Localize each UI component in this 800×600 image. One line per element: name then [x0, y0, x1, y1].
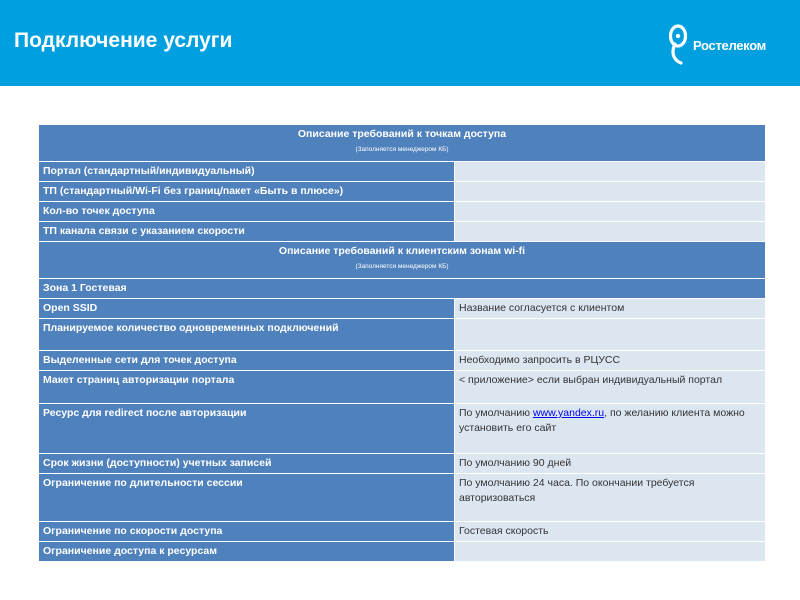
- row-value-cell[interactable]: [455, 162, 766, 182]
- section-subtitle: (Заполняется менеджером КБ): [355, 146, 449, 153]
- row-label: Кол-во точек доступа: [39, 202, 455, 222]
- table-row: [39, 222, 766, 242]
- row-value-cell[interactable]: По умолчанию 24 часа. По окончании требуется авторизоваться: [455, 474, 766, 522]
- page-title: Подключение услуги: [14, 29, 233, 52]
- logo-text: Ростелеком: [693, 38, 766, 53]
- row-label: Планируемое количество одновременных подключений: [39, 319, 455, 351]
- table-row: [39, 542, 766, 562]
- row-value-cell[interactable]: [455, 404, 766, 454]
- rostelecom-logo-icon: [665, 22, 695, 66]
- table-row: [39, 522, 766, 542]
- row-label: Ограничение доступа к ресурсам: [39, 542, 455, 562]
- table-row: [39, 474, 766, 522]
- table-row: [39, 162, 766, 182]
- row-value-cell[interactable]: [455, 542, 766, 562]
- section-header-access-points: [39, 125, 766, 162]
- row-label: Ограничение по длительности сессии: [39, 474, 455, 522]
- row-value-cell[interactable]: Необходимо запросить в РЦУСС: [455, 351, 766, 371]
- table-row: [39, 299, 766, 319]
- row-label: Ограничение по скорости доступа: [39, 522, 455, 542]
- row-label: Выделенные сети для точек доступа: [39, 351, 455, 371]
- section-header-client-zones: [39, 242, 766, 279]
- row-label: Портал (стандартный/индивидуальный): [39, 162, 455, 182]
- rostelecom-logo: [665, 22, 789, 66]
- row-value-cell[interactable]: [455, 319, 766, 351]
- table-row: [39, 351, 766, 371]
- redirect-link[interactable]: www.yandex.ru: [532, 407, 605, 419]
- table-row: [39, 182, 766, 202]
- row-label: ТП (стандартный/Wi-Fi без границ/пакет «Быть в плюсе»): [39, 182, 455, 202]
- requirements-table: [38, 124, 766, 562]
- value-suffix: , по желанию клиента можно установить его сайт: [459, 407, 745, 434]
- section-title: Описание требований к точкам доступа: [297, 128, 507, 140]
- section-subtitle: (Заполняется менеджером КБ): [355, 263, 449, 270]
- table-row: [39, 371, 766, 404]
- section-header-row: [39, 242, 766, 279]
- table-row: [39, 202, 766, 222]
- zone-label: Зона 1 Гостевая: [39, 279, 766, 299]
- zone-row: [39, 279, 766, 299]
- row-label: Срок жизни (доступности) учетных записей: [39, 454, 455, 474]
- row-value-cell[interactable]: [455, 182, 766, 202]
- table-row: [39, 319, 766, 351]
- row-label: Макет страниц авторизации портала: [39, 371, 455, 404]
- row-value-cell[interactable]: [455, 222, 766, 242]
- section-header-row: [39, 125, 766, 162]
- row-label: ТП канала связи с указанием скорости: [39, 222, 455, 242]
- row-value-cell[interactable]: < приложение> если выбран индивидуальный портал: [455, 371, 766, 404]
- row-value-cell[interactable]: По умолчанию 90 дней: [455, 454, 766, 474]
- row-label: Ресурс для redirect после авторизации: [39, 404, 455, 454]
- section-title: Описание требований к клиентским зонам wi-fi: [278, 245, 526, 257]
- row-label: Open SSID: [39, 299, 455, 319]
- table-row: [39, 404, 766, 454]
- table-row: [39, 454, 766, 474]
- value-prefix: По умолчанию: [459, 407, 533, 419]
- row-value-cell[interactable]: Гостевая скорость: [455, 522, 766, 542]
- header-bar: [0, 0, 800, 86]
- row-value-cell[interactable]: Название согласуется с клиентом: [455, 299, 766, 319]
- row-value-cell[interactable]: [455, 202, 766, 222]
